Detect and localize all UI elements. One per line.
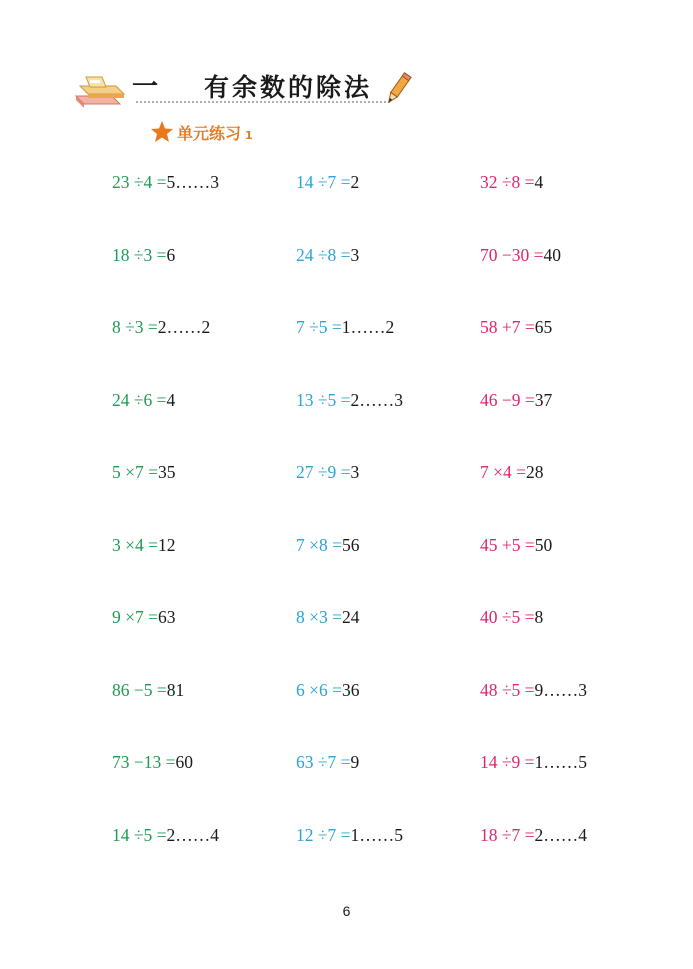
- equation-answer: 2: [350, 172, 360, 192]
- equation-answer: 12: [158, 534, 176, 555]
- equation-answer: 1……5: [350, 824, 403, 845]
- equation-question: 23 ÷4 =: [112, 172, 167, 192]
- equation-question: 18 ÷7 =: [480, 824, 535, 845]
- equation-answer: 2……2: [157, 317, 211, 337]
- equation-answer: 56: [342, 534, 360, 555]
- chapter-title: 有余数的除法: [204, 73, 373, 102]
- equation-answer: 35: [158, 462, 176, 482]
- equation-item: [112, 171, 219, 193]
- equation-item: [296, 751, 359, 773]
- equation-item: [112, 316, 210, 338]
- equation-answer: 65: [534, 317, 553, 337]
- equation-question: 32 ÷8 =: [480, 172, 535, 192]
- equation-answer: 37: [534, 389, 553, 410]
- equation-question: 48 ÷5 =: [480, 679, 535, 700]
- equation-question: 63 ÷7 =: [296, 752, 351, 772]
- equation-question: 7 ×8 =: [296, 534, 342, 555]
- equation-answer: 4: [534, 172, 544, 192]
- equation-question: 86 −5 =: [112, 679, 167, 700]
- equation-item: [296, 824, 403, 846]
- equation-answer: 2……4: [534, 824, 587, 845]
- equation-question: 7 ×4 =: [480, 462, 526, 482]
- equation-item: [480, 751, 587, 773]
- section-number: 1: [245, 129, 253, 142]
- equation-item: [296, 679, 360, 701]
- equation-question: 70 −30 =: [480, 244, 544, 265]
- equation-item: [112, 606, 176, 628]
- equation-answer: 2……4: [166, 824, 219, 845]
- equation-answer: 40: [543, 244, 561, 265]
- equation-item: [480, 389, 552, 411]
- equation-answer: 5……3: [166, 172, 219, 192]
- equation-item: [296, 606, 360, 628]
- equation-answer: 2……3: [350, 389, 403, 410]
- equation-answer: 3: [350, 244, 360, 265]
- equation-item: [296, 461, 359, 483]
- equation-answer: 8: [534, 607, 544, 627]
- equation-question: 40 ÷5 =: [480, 607, 535, 627]
- equation-question: 24 ÷8 =: [296, 244, 351, 265]
- equation-question: 6 ×6 =: [296, 679, 342, 700]
- equation-answer: 3: [350, 462, 360, 482]
- section-title-text: 单元练习: [177, 124, 242, 143]
- equation-question: 14 ÷9 =: [480, 752, 535, 772]
- equation-item: [480, 534, 552, 556]
- equation-answer: 60: [175, 752, 193, 772]
- equation-item: [112, 751, 193, 773]
- equation-question: 14 ÷5 =: [112, 824, 167, 845]
- equation-answer: 9……3: [534, 679, 587, 700]
- equation-question: 12 ÷7 =: [296, 824, 351, 845]
- equation-answer: 24: [342, 607, 360, 627]
- equation-item: [480, 244, 561, 266]
- equation-item: [296, 171, 359, 193]
- equation-item: [480, 679, 587, 701]
- equation-item: [480, 606, 543, 628]
- equation-item: [296, 389, 403, 411]
- equation-item: [296, 534, 360, 556]
- equation-question: 18 ÷3 =: [112, 244, 167, 265]
- equation-question: 5 ×7 =: [112, 462, 158, 482]
- equation-item: [112, 244, 175, 266]
- equation-item: [296, 244, 359, 266]
- equation-item: [480, 316, 552, 338]
- equation-item: [480, 461, 544, 483]
- equation-item: [112, 461, 176, 483]
- equation-item: [112, 389, 175, 411]
- equation-question: 13 ÷5 =: [296, 389, 351, 410]
- equation-answer: 81: [166, 679, 185, 700]
- equation-question: 45 +5 =: [480, 534, 535, 555]
- equation-item: [480, 171, 543, 193]
- equation-question: 14 ÷7 =: [296, 172, 351, 192]
- equation-item: [480, 824, 587, 846]
- equation-question: 24 ÷6 =: [112, 389, 167, 410]
- equation-answer: 1……5: [534, 752, 587, 772]
- equation-answer: 6: [166, 244, 176, 265]
- equation-answer: 63: [158, 607, 176, 627]
- equation-answer: 9: [350, 752, 360, 772]
- equation-question: 7 ÷5 =: [296, 317, 342, 337]
- equation-item: [296, 316, 394, 338]
- equation-item: [112, 824, 219, 846]
- equation-answer: 4: [166, 389, 176, 410]
- equation-item: [112, 534, 176, 556]
- equation-question: 3 ×4 =: [112, 534, 158, 555]
- equation-question: 8 ÷3 =: [112, 317, 158, 337]
- page-number: 6: [342, 903, 351, 919]
- equation-answer: 28: [526, 462, 544, 482]
- equation-answer: 36: [342, 679, 360, 700]
- equation-question: 58 +7 =: [480, 317, 535, 337]
- equation-answer: 50: [534, 534, 553, 555]
- equation-question: 8 ×3 =: [296, 607, 342, 627]
- equation-question: 27 ÷9 =: [296, 462, 351, 482]
- equation-question: 46 −9 =: [480, 389, 535, 410]
- equation-question: 9 ×7 =: [112, 607, 158, 627]
- chapter-number: 一: [132, 72, 159, 102]
- equation-answer: 1……2: [341, 317, 395, 337]
- equation-item: [112, 679, 184, 701]
- equation-question: 73 −13 =: [112, 752, 176, 772]
